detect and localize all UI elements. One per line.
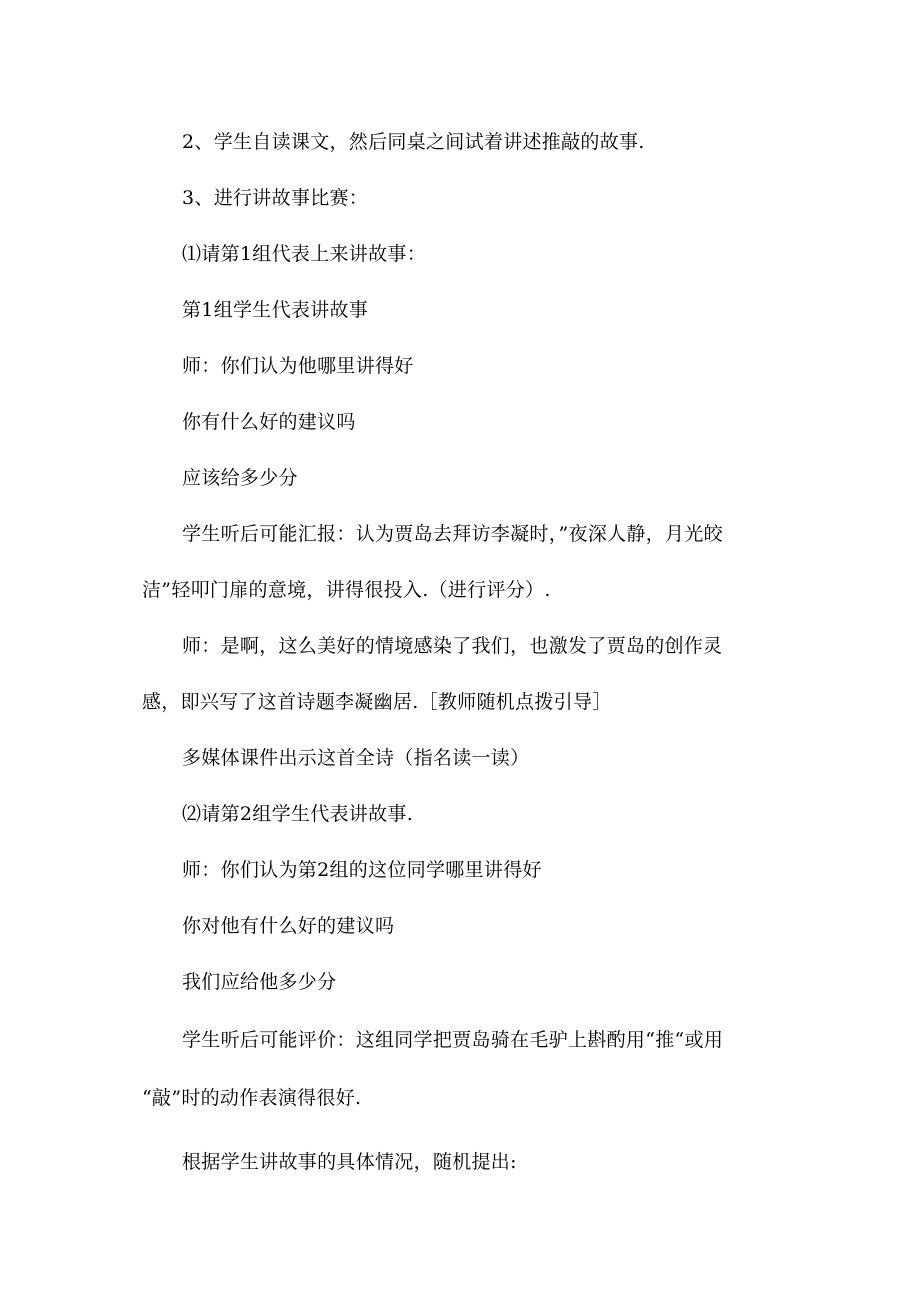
paragraph-group-2-invite: ⑵请第2组学生代表讲故事. [182,803,414,825]
paragraph-teacher-question-2: 师：你们认为第2组的这位同学哪里讲得好 [182,859,542,881]
paragraph-score-question-1: 应该给多少分 [182,467,298,489]
paragraph-student-report-line-2: 洁”轻叩门扉的意境，讲得很投入.（进行评分）. [142,579,551,601]
paragraph-student-evaluation-line-1: 学生听后可能评价：这组同学把贾岛骑在毛驴上斟酌用“推“或用 [182,1029,724,1051]
paragraph-teacher-reply-line-1: 师：是啊，这么美好的情境感染了我们，也激发了贾岛的创作灵 [182,635,723,657]
paragraph-suggestion-question-2: 你对他有什么好的建议吗 [182,915,395,937]
paragraph-student-report-line-1: 学生听后可能汇报：认为贾岛去拜访李凝时，”夜深人静，月光皎 [182,523,723,545]
paragraph-follow-up: 根据学生讲故事的具体情况，随机提出: [182,1151,517,1173]
paragraph-step-3: 3、进行讲故事比赛： [182,187,369,209]
paragraph-step-2: 2、学生自读课文，然后同桌之间试着讲述推敲的故事. [182,131,645,153]
paragraph-teacher-question-1: 师：你们认为他哪里讲得好 [182,355,414,377]
paragraph-score-question-2: 我们应给他多少分 [182,971,337,993]
paragraph-group-1-invite: ⑴请第1组代表上来讲故事： [182,243,426,265]
paragraph-multimedia-poem: 多媒体课件出示这首全诗（指名读一读） [182,747,530,769]
paragraph-group-1-tell: 第1组学生代表讲故事 [182,299,369,321]
paragraph-student-evaluation-line-2: “敲”时的动作表演得很好. [142,1087,362,1109]
paragraph-teacher-reply-line-2: 感，即兴写了这首诗题李凝幽居.［教师随机点拨引导］ [142,691,612,713]
paragraph-suggestion-question-1: 你有什么好的建议吗 [182,411,356,433]
